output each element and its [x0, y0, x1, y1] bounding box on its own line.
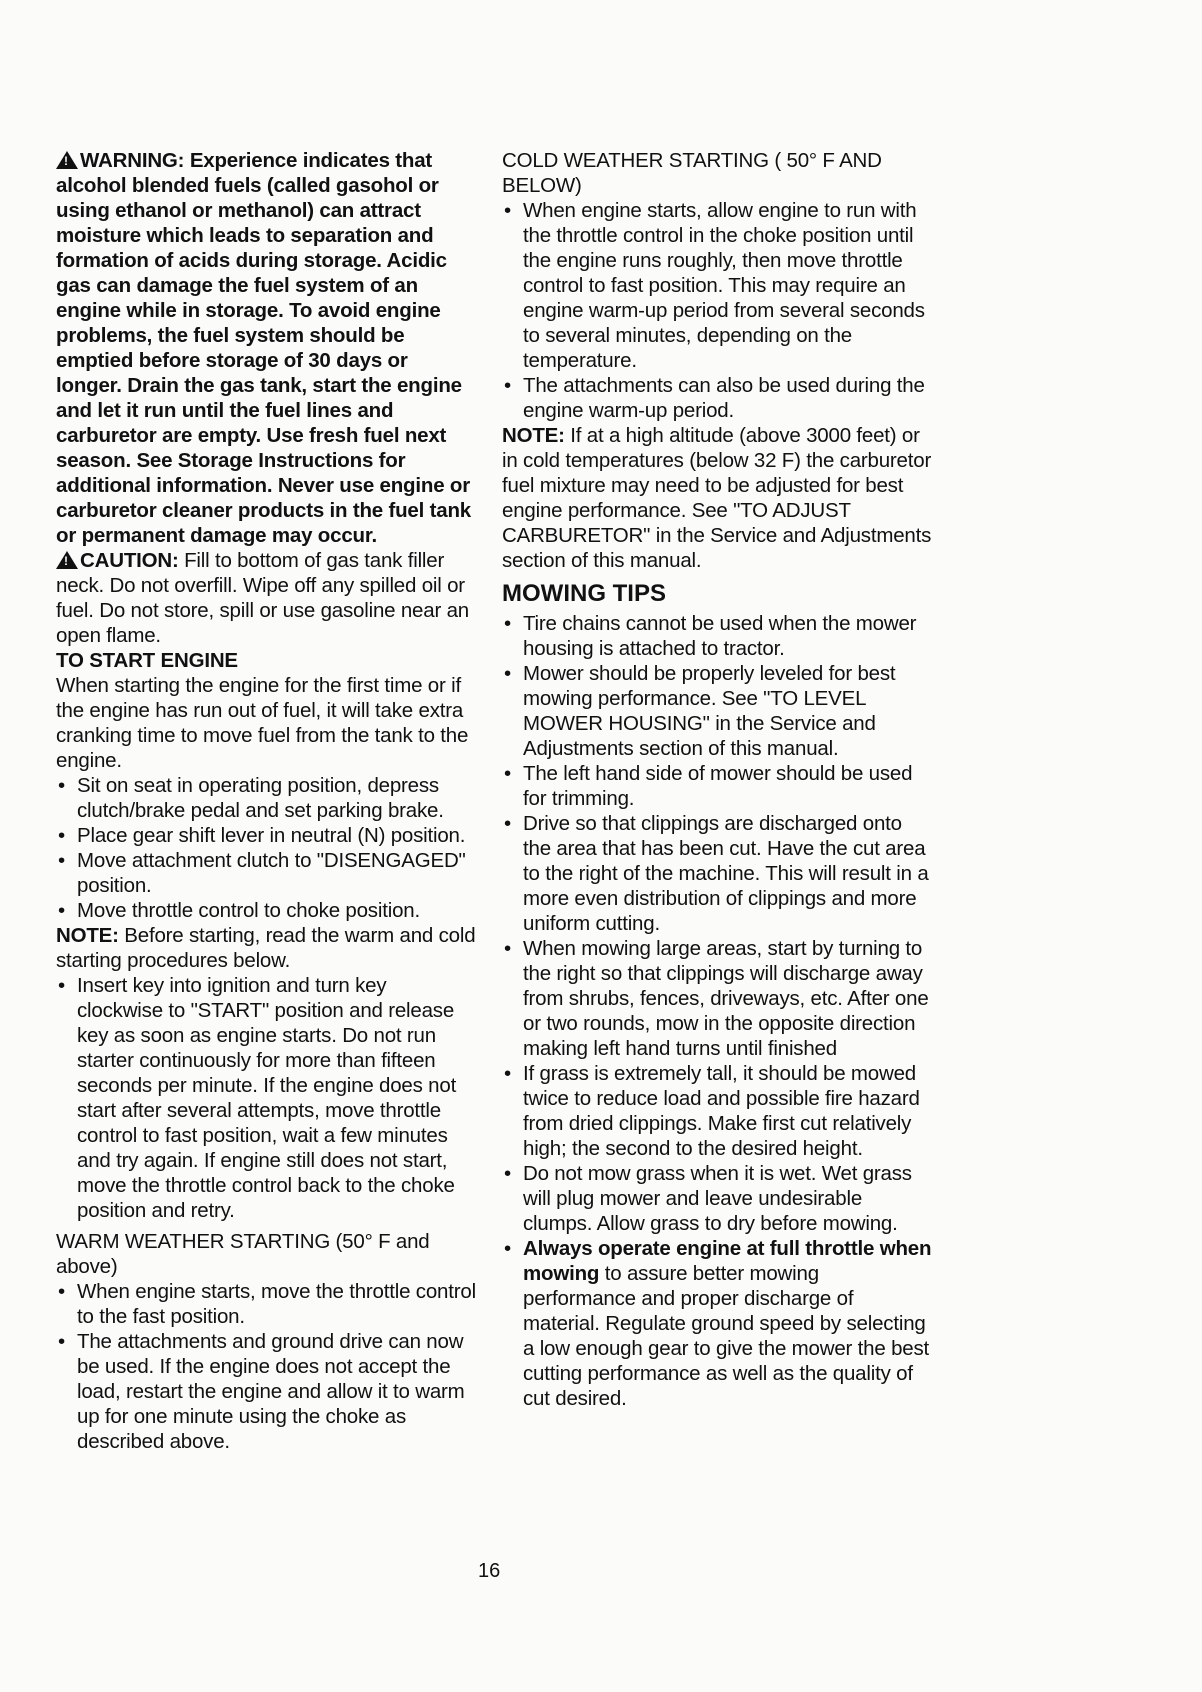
note-label: NOTE:: [56, 924, 119, 947]
list-item: • Sit on seat in operating position, depress clutch/brake pedal and set parking brake.: [56, 773, 476, 823]
list-item: • The left hand side of mower should be used for trimming.: [502, 761, 932, 811]
cold-steps-list: [502, 198, 932, 423]
page-number: 16: [478, 1560, 501, 1582]
list-item: • Do not mow grass when it is wet. Wet grass will plug mower and leave undesirable clumps. Allow grass to dry before mowing.: [502, 1161, 932, 1236]
list-item: • Place gear shift lever in neutral (N) position.: [56, 823, 476, 848]
warning-text: Experience indicates that alcohol blended fuels (called gasohol or using ethanol or methanol) can attract moisture which leads to separation and formation of acids during storage. Acidic gas can damage the fuel system of an engine while in storage. To avoid engine problems, the fuel system should be emptied before storage of 30 days or longer. Drain the gas tank, start the engine and let it run until the fuel lines and carburetor are empty. Use fresh fuel next season. See Storage Instructions for additional information. Never use engine or carburetor cleaner products in the fuel tank or permanent damage may occur.: [56, 149, 471, 547]
last-tip-bold: Always operate engine at full throttle when mowing: [523, 1237, 932, 1285]
start-steps-list: [56, 773, 476, 923]
list-item: • Move attachment clutch to "DISENGAGED" position.: [56, 848, 476, 898]
list-item: • Move throttle control to choke position.: [56, 898, 476, 923]
cold-weather-heading: COLD WEATHER STARTING ( 50° F AND BELOW): [502, 149, 882, 197]
note-text: If at a high altitude (above 3000 feet) or in cold temperatures (below 32 F) the carburetor fuel mixture may need to be adjusted for best engine performance. See "TO ADJUST CARBURETOR" in the Service and Adjustments section of this manual.: [502, 424, 932, 572]
caution-label: CAUTION:: [80, 549, 179, 572]
list-item: • Insert key into ignition and turn key clockwise to "START" position and release key as soon as engine starts. Do not run starter continuously for more than fifteen seconds per minute. If the engine does not start after several attempts, move throttle control to fast position, wait a few minutes and try again. If engine still does not start, move the throttle control back to the choke position and retry.: [56, 973, 476, 1223]
list-item: • If grass is extremely tall, it should be mowed twice to reduce load and possible fire hazard from dried clippings. Make first cut relatively high; the second to the desired height.: [502, 1061, 932, 1161]
caution-text: Fill to bottom of gas tank filler neck. Do not overfill. Wipe off any spilled oil or fuel. Do not store, spill or use gasoline near an open flame.: [56, 549, 469, 647]
list-item: • When mowing large areas, start by turning to the right so that clippings will discharge away from shrubs, fences, driveways, etc. After one or two rounds, mow in the opposite direction making left hand turns until finished: [502, 936, 932, 1061]
caution-paragraph: [56, 548, 476, 648]
warning-label: WARNING:: [80, 149, 185, 172]
list-item: • Mower should be properly leveled for best mowing performance. See "TO LEVEL MOWER HOUSING" in the Service and Adjustments section of this manual.: [502, 661, 932, 761]
start-note: [56, 923, 476, 973]
mowing-tips-heading: MOWING TIPS: [502, 580, 666, 607]
left-column: [56, 148, 476, 1454]
last-tip-rest: to assure better mowing performance and proper discharge of material. Regulate ground speed by selecting a low enough gear to give the mower the best cutting performance as well as the quality of cut desired.: [523, 1262, 930, 1410]
list-item: • When engine starts, move the throttle control to the fast position.: [56, 1279, 476, 1329]
list-item: • The attachments and ground drive can now be used. If the engine does not accept the load, restart the engine and allow it to warm up for one minute using the choke as described above.: [56, 1329, 476, 1454]
note-text: Before starting, read the warm and cold starting procedures below.: [56, 924, 476, 972]
warm-weather-heading: WARM WEATHER STARTING (50° F and above): [56, 1230, 430, 1278]
mowing-tips-list: [502, 611, 932, 1411]
list-item: • The attachments can also be used during the engine warm-up period.: [502, 373, 932, 423]
list-item: • When engine starts, allow engine to run with the throttle control in the choke position until the engine runs roughly, then move throttle control to fast position. This may require an engine warm-up period from several seconds to several minutes, depending on the temperature.: [502, 198, 932, 373]
note-label: NOTE:: [502, 424, 565, 447]
key-steps-list: [56, 973, 476, 1223]
start-engine-heading: TO START ENGINE: [56, 649, 238, 672]
caution-triangle-icon: [56, 551, 78, 569]
list-item: • Drive so that clippings are discharged onto the area that has been cut. Have the cut area to the right of the machine. This will result in a more even distribution of clippings and more uniform cutting.: [502, 811, 932, 936]
warning-paragraph: [56, 148, 476, 548]
warm-steps-list: [56, 1279, 476, 1454]
list-item: • Tire chains cannot be used when the mower housing is attached to tractor.: [502, 611, 932, 661]
warning-triangle-icon: [56, 151, 78, 169]
list-item-last-tip: [502, 1236, 932, 1411]
right-column: [502, 148, 932, 1411]
cold-note: [502, 423, 932, 573]
start-engine-intro: When starting the engine for the first time or if the engine has run out of fuel, it will take extra cranking time to move fuel from the tank to the engine.: [56, 674, 469, 772]
